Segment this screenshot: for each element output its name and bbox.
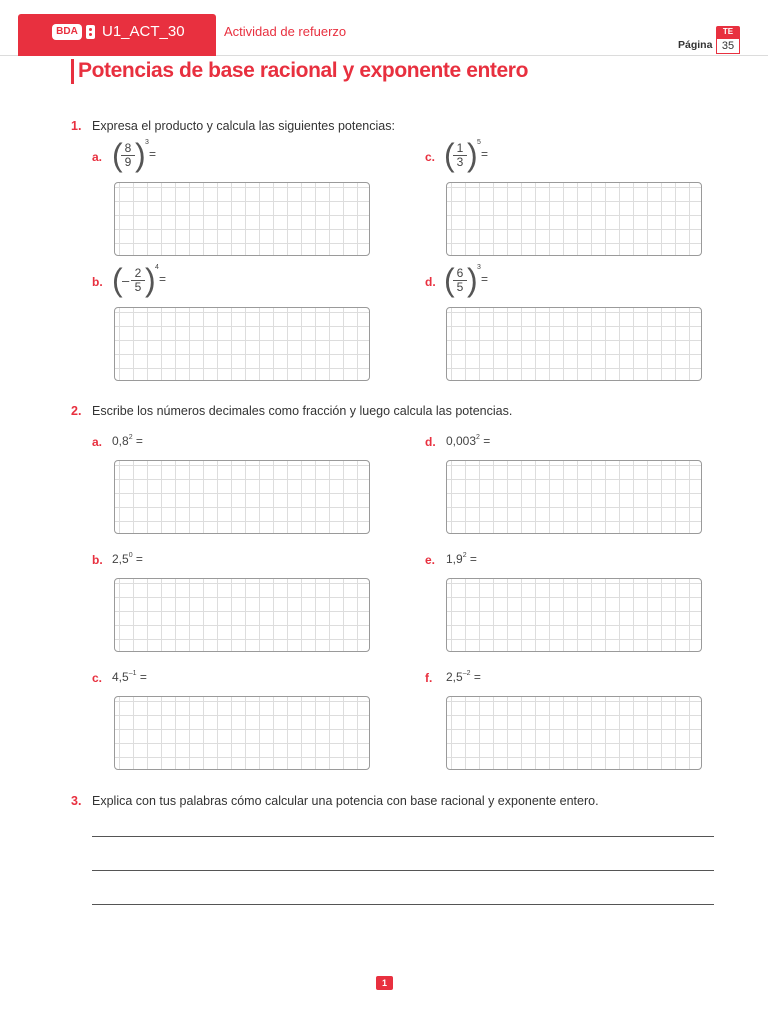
numerator: 6 — [456, 266, 464, 280]
exponent: 3 — [145, 139, 149, 146]
exponent: 0 — [128, 552, 133, 559]
equals-sign: = — [479, 434, 491, 448]
fraction — [453, 142, 467, 168]
q2-item-a-letter: a. — [92, 435, 103, 449]
q1-item-b-letter: b. — [92, 275, 103, 289]
fraction — [453, 267, 467, 293]
q2-item-f-answer-grid[interactable] — [446, 696, 702, 770]
footer-page-number: 1 — [376, 976, 393, 990]
q2-item-c-expression — [112, 670, 147, 684]
exponent: 2 — [128, 434, 133, 441]
answer-line-2[interactable] — [92, 870, 714, 871]
left-paren: ( — [444, 262, 455, 298]
exponent: 5 — [477, 139, 481, 146]
question-3-number: 3. — [71, 794, 82, 808]
right-paren: ) — [467, 262, 478, 298]
equals-sign: = — [481, 272, 489, 286]
denominator: 9 — [121, 155, 135, 168]
question-1-text: Expresa el producto y calcula las siguientes potencias: — [92, 119, 395, 133]
equals-sign: = — [136, 670, 147, 684]
title-accent-bar — [71, 59, 74, 84]
fraction — [131, 267, 145, 293]
q2-item-e-expression — [446, 552, 477, 566]
base: 2,5 — [446, 670, 463, 684]
q2-item-e-answer-grid[interactable] — [446, 578, 702, 652]
q1-item-b-answer-grid[interactable] — [114, 307, 370, 381]
question-1-number: 1. — [71, 119, 82, 133]
q2-item-d-letter: d. — [425, 435, 436, 449]
base: 0,8 — [112, 434, 129, 448]
equals-sign: = — [132, 434, 143, 448]
exponent: –2 — [462, 670, 471, 677]
base: 1,9 — [446, 552, 463, 566]
q1-item-c-answer-grid[interactable] — [446, 182, 702, 256]
left-paren: ( — [112, 137, 123, 173]
exponent: 2 — [462, 552, 467, 559]
q1-item-b-expression — [112, 263, 172, 299]
numerator: 1 — [456, 141, 464, 155]
q2-item-d-answer-grid[interactable] — [446, 460, 702, 534]
denominator: 3 — [453, 155, 467, 168]
minus-sign: – — [122, 273, 130, 288]
activity-kind: Actividad de refuerzo — [224, 24, 347, 39]
q1-item-d-letter: d. — [425, 275, 436, 289]
left-paren: ( — [112, 262, 123, 298]
q2-item-b-expression — [112, 552, 143, 566]
base: 4,5 — [112, 670, 129, 684]
colon-icon — [86, 25, 95, 39]
q2-item-a-answer-grid[interactable] — [114, 460, 370, 534]
activity-tag — [18, 14, 216, 56]
equals-sign: = — [149, 147, 157, 161]
base: 0,003 — [446, 434, 477, 448]
answer-line-3[interactable] — [92, 904, 714, 905]
equals-sign: = — [132, 552, 143, 566]
numerator: 8 — [124, 141, 132, 155]
equals-sign: = — [470, 670, 481, 684]
te-badge: TE — [716, 26, 740, 38]
question-2-text: Escribe los números decimales como fracción y luego calcula las potencias. — [92, 404, 513, 418]
q2-item-c-letter: c. — [92, 671, 103, 685]
exponent: 2 — [476, 434, 480, 441]
page-label: Página — [678, 39, 713, 51]
q1-item-d-expression — [444, 263, 494, 299]
q1-item-c-expression — [444, 138, 494, 174]
question-3-text: Explica con tus palabras cómo calcular una potencia con base racional y exponente entero. — [92, 794, 599, 808]
q1-item-a-answer-grid[interactable] — [114, 182, 370, 256]
left-paren: ( — [444, 137, 455, 173]
q1-item-a-expression — [112, 138, 162, 174]
exponent: 4 — [155, 264, 159, 271]
denominator: 5 — [131, 280, 145, 293]
q2-item-f-expression — [446, 670, 481, 684]
q2-item-e-letter: e. — [425, 553, 436, 567]
q2-item-d-expression — [446, 434, 490, 448]
q2-item-b-answer-grid[interactable] — [114, 578, 370, 652]
q2-item-a-expression — [112, 434, 143, 448]
page-number-box: 35 — [716, 38, 740, 54]
activity-code: U1_ACT_30 — [102, 23, 185, 40]
question-2-number: 2. — [71, 404, 82, 418]
page-header — [0, 0, 768, 56]
q1-item-d-answer-grid[interactable] — [446, 307, 702, 381]
exponent: –1 — [128, 670, 137, 677]
answer-line-1[interactable] — [92, 836, 714, 837]
right-paren: ) — [135, 137, 146, 173]
page-title: Potencias de base racional y exponente entero — [78, 59, 528, 82]
right-paren: ) — [145, 262, 156, 298]
equals-sign: = — [466, 552, 477, 566]
fraction — [121, 142, 135, 168]
equals-sign: = — [159, 272, 167, 286]
numerator: 2 — [134, 266, 142, 280]
q1-item-c-letter: c. — [425, 150, 436, 164]
exponent: 3 — [477, 264, 481, 271]
q1-item-a-letter: a. — [92, 150, 103, 164]
q2-item-b-letter: b. — [92, 553, 103, 567]
denominator: 5 — [453, 280, 467, 293]
q2-item-f-letter: f. — [425, 671, 433, 685]
equals-sign: = — [481, 147, 489, 161]
bda-logo: BDA — [52, 24, 82, 40]
q2-item-c-answer-grid[interactable] — [114, 696, 370, 770]
right-paren: ) — [467, 137, 478, 173]
base: 2,5 — [112, 552, 129, 566]
